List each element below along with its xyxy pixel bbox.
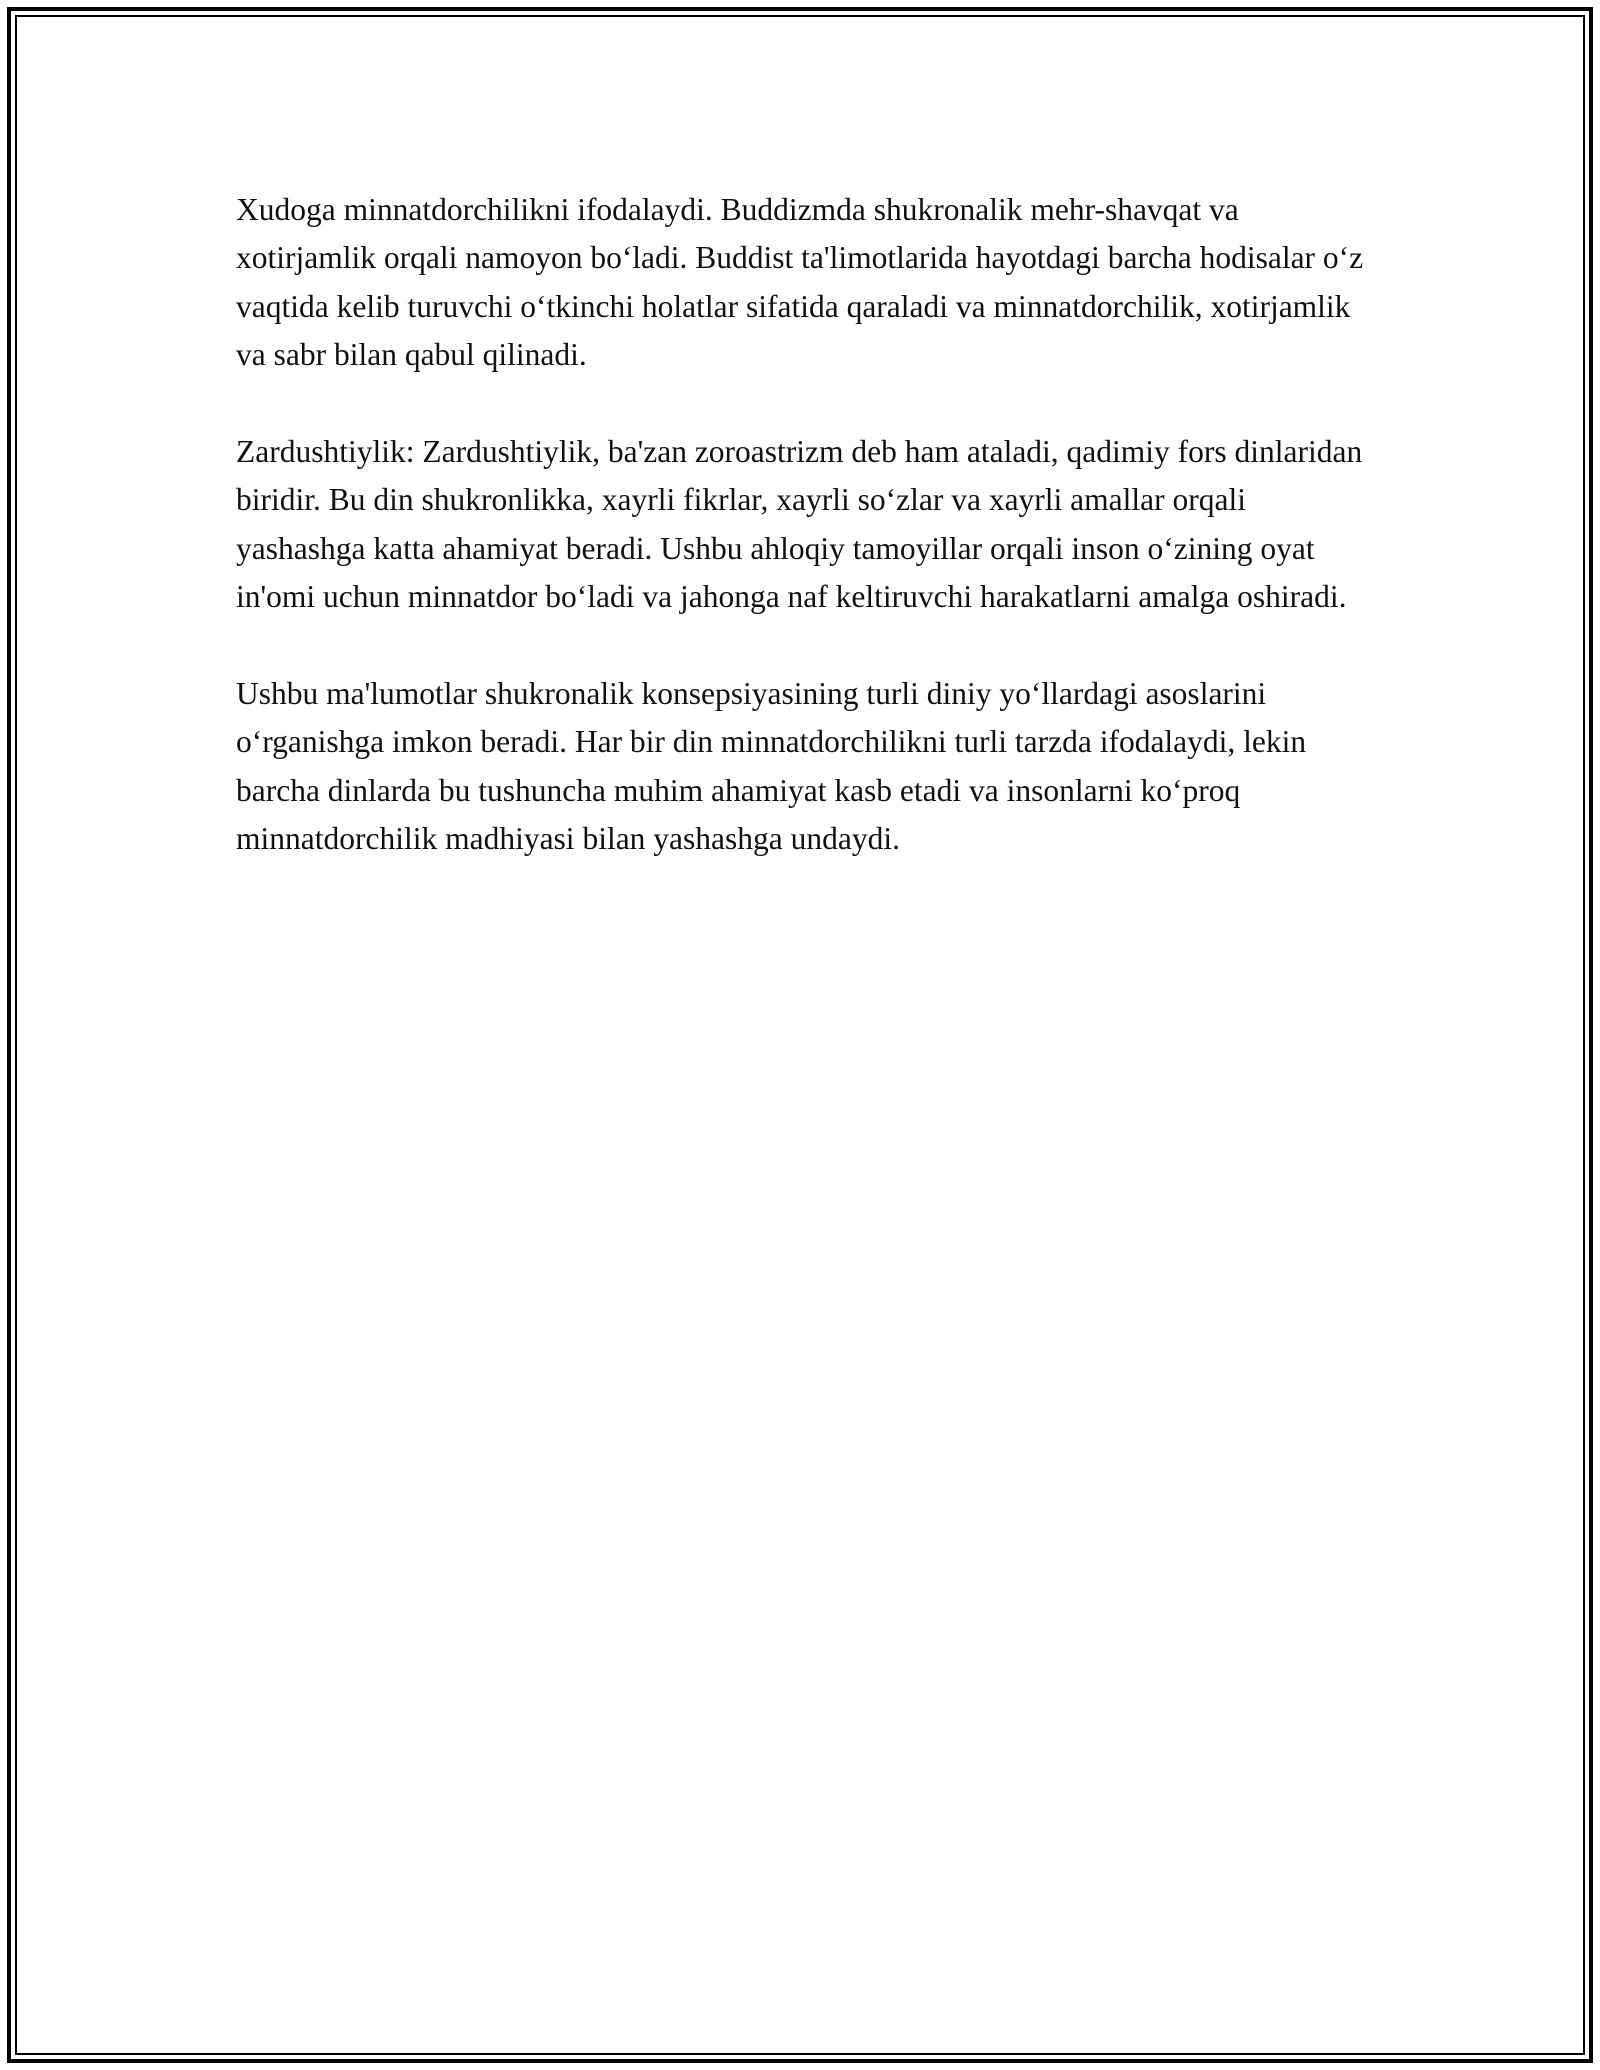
document-body xyxy=(236,186,1366,912)
paragraph-zoroastrianism: Zardushtiylik: Zardushtiylik, ba'zan zoroastrizm deb ham ataladi, qadimiy fors dinlaridan biridir. Bu din shukronlikka, xayrli fikrlar, xayrli so‘zlar va xayrli amallar orqali yashashga katta ahamiyat beradi. Ushbu ahloqiy tamoyillar orqali inson o‘zining oyat in'omi uchun minnatdor bo‘ladi va jahonga naf keltiruvchi harakatlarni amalga oshiradi. xyxy=(236,434,1363,615)
paragraph-conclusion: Ushbu ma'lumotlar shukronalik konsepsiyasining turli diniy yo‘llardagi asoslarini o‘rganishga imkon beradi. Har bir din minnatdorchilikni turli tarzda ifodalaydi, lekin barcha dinlarda bu tushuncha muhim ahamiyat kasb etadi va insonlarni ko‘proq minnatdorchilik madhiyasi bilan yashashga undaydi. xyxy=(236,676,1307,857)
paragraph-buddhism: Xudoga minnatdorchilikni ifodalaydi. Buddizmda shukronalik mehr-shavqat va xotirjamlik orqali namoyon bo‘ladi. Buddist ta'limotlarida hayotdagi barcha hodisalar o‘z vaqtida kelib turuvchi o‘tkinchi holatlar sifatida qaraladi va minnatdorchilik, xotirjamlik va sabr bilan qabul qilinadi. xyxy=(236,192,1364,373)
